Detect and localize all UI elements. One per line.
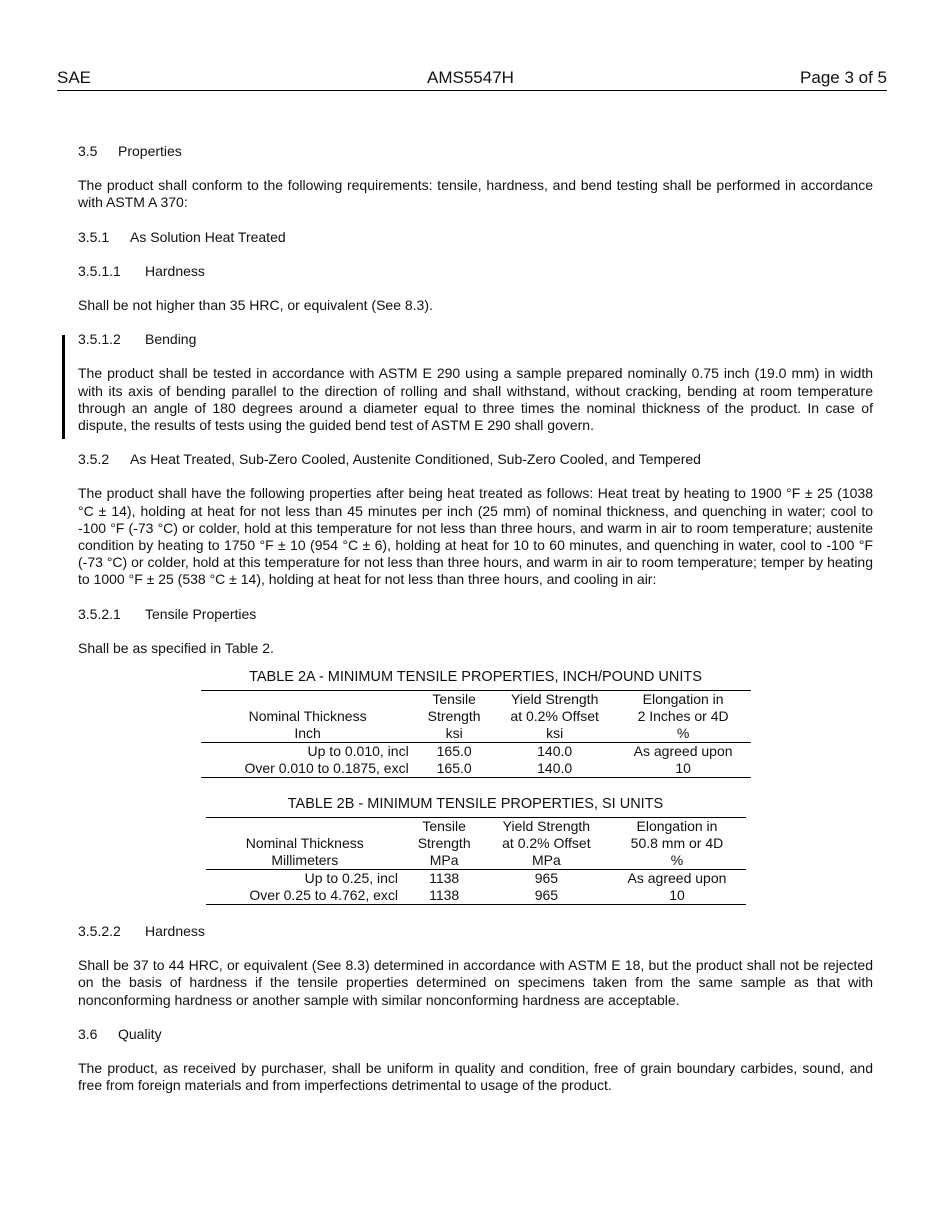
revision-bar bbox=[62, 335, 65, 439]
paragraph: The product shall have the following properties after being heat treated as follows: Heat treat by heating to 1900 °F ± 25 (1038 °C ± 14), holding at heat for not less than 45 minutes per inch (25 mm) of nominal thickness, and quenching in water; cool to -100 °F (-73 °C) or colder, hold at this temperature for not less than three hours, and warm in air to room temperature; austenite condition by heating to 1750 °F ± 10 (954 °C ± 6), holding at heat for 10 to 60 minutes, and quenching in water, cool to -100 °F (-73 °C) or colder, hold at this temperature for not less than three hours, and warm in air to room temperature; temper by heating to 1000 °F ± 25 (538 °C ± 14), holding at heat for not less than three hours, and cooling in air: bbox=[78, 485, 873, 588]
paragraph: The product, as received by purchaser, shall be uniform in quality and condition, free of grain boundary carbides, sound, and free from foreign materials and from imperfections detrimental to usage of the product. bbox=[78, 1060, 873, 1094]
section-heading: 3.5.1.1 Hardness bbox=[78, 262, 205, 279]
document-body bbox=[78, 143, 873, 1111]
table-row: Over 0.25 to 4.762, excl 1138 965 10 bbox=[249, 887, 685, 904]
page-header bbox=[57, 68, 887, 91]
table-row: Up to 0.25, incl 1138 965 As agreed upon bbox=[304, 870, 727, 887]
paragraph: Shall be not higher than 35 HRC, or equivalent (See 8.3). bbox=[78, 297, 433, 314]
header-doc-number: AMS5547H bbox=[427, 68, 514, 87]
table-2a: TABLE 2A - MINIMUM TENSILE PROPERTIES, INCH/POUND UNITS Tensile Yield Strength Elongation in Nominal Thickness Strength at 0.2% Offset 2 Inches or 4D Inch ksi ksi % Up to 0.010, incl 165.0 140.0 As agreed upon Over 0.010 to 0.1875, excl 165.0 140.0 10 bbox=[78, 669, 873, 778]
section-heading: 3.5.2.1 Tensile Properties bbox=[78, 605, 257, 622]
table-row: Over 0.010 to 0.1875, excl 165.0 140.0 10 bbox=[244, 760, 691, 777]
section-heading: 3.5 Properties bbox=[78, 143, 182, 159]
header-org: SAE bbox=[57, 68, 92, 87]
section-heading: 3.5.2 As Heat Treated, Sub-Zero Cooled, Austenite Conditioned, Sub-Zero Cooled, and Tempered bbox=[78, 451, 701, 468]
paragraph: Shall be as specified in Table 2. bbox=[78, 639, 274, 656]
section-heading: 3.6 Quality bbox=[78, 1025, 162, 1042]
header-page-number: Page 3 of 5 bbox=[800, 68, 887, 87]
paragraph: The product shall be tested in accordance with ASTM E 290 using a sample prepared nominally 0.75 inch (19.0 mm) in width with its axis of bending parallel to the direction of rolling and shall withstand, without cracking, bending at room temperature through an angle of 180 degrees around a diameter equal to three times the nominal thickness of the product. In case of dispute, the results of tests using the guided bend test of ASTM E 290 shall govern. bbox=[78, 365, 873, 434]
table-caption: TABLE 2A - MINIMUM TENSILE PROPERTIES, INCH/POUND UNITS bbox=[249, 669, 702, 686]
section-heading: 3.5.2.2 Hardness bbox=[78, 923, 205, 940]
paragraph: The product shall conform to the following requirements: tensile, hardness, and bend testing shall be performed in accordance with ASTM A 370: bbox=[78, 177, 873, 211]
table-caption: TABLE 2B - MINIMUM TENSILE PROPERTIES, SI UNITS bbox=[287, 796, 664, 813]
paragraph: Shall be 37 to 44 HRC, or equivalent (See 8.3) determined in accordance with ASTM E 18, but the product shall not be rejected on the basis of hardness if the tensile properties determined on specimens taken from the same sample as that with nonconforming hardness or another sample with similar nonconforming hardness are acceptable. bbox=[78, 957, 873, 1008]
table-2b: TABLE 2B - MINIMUM TENSILE PROPERTIES, SI UNITS Tensile Yield Strength Elongation in Nominal Thickness Strength at 0.2% Offset 50.8 mm or 4D Millimeters MPa MPa % Up to 0.25, incl 1138 965 As agreed upon Over 0.25 to 4.762, excl 1138 965 10 bbox=[78, 796, 873, 905]
table-row: Up to 0.010, incl 165.0 140.0 As agreed upon bbox=[307, 743, 733, 760]
section-heading: 3.5.1.2 Bending bbox=[78, 331, 197, 348]
section-heading: 3.5.1 As Solution Heat Treated bbox=[78, 228, 286, 245]
